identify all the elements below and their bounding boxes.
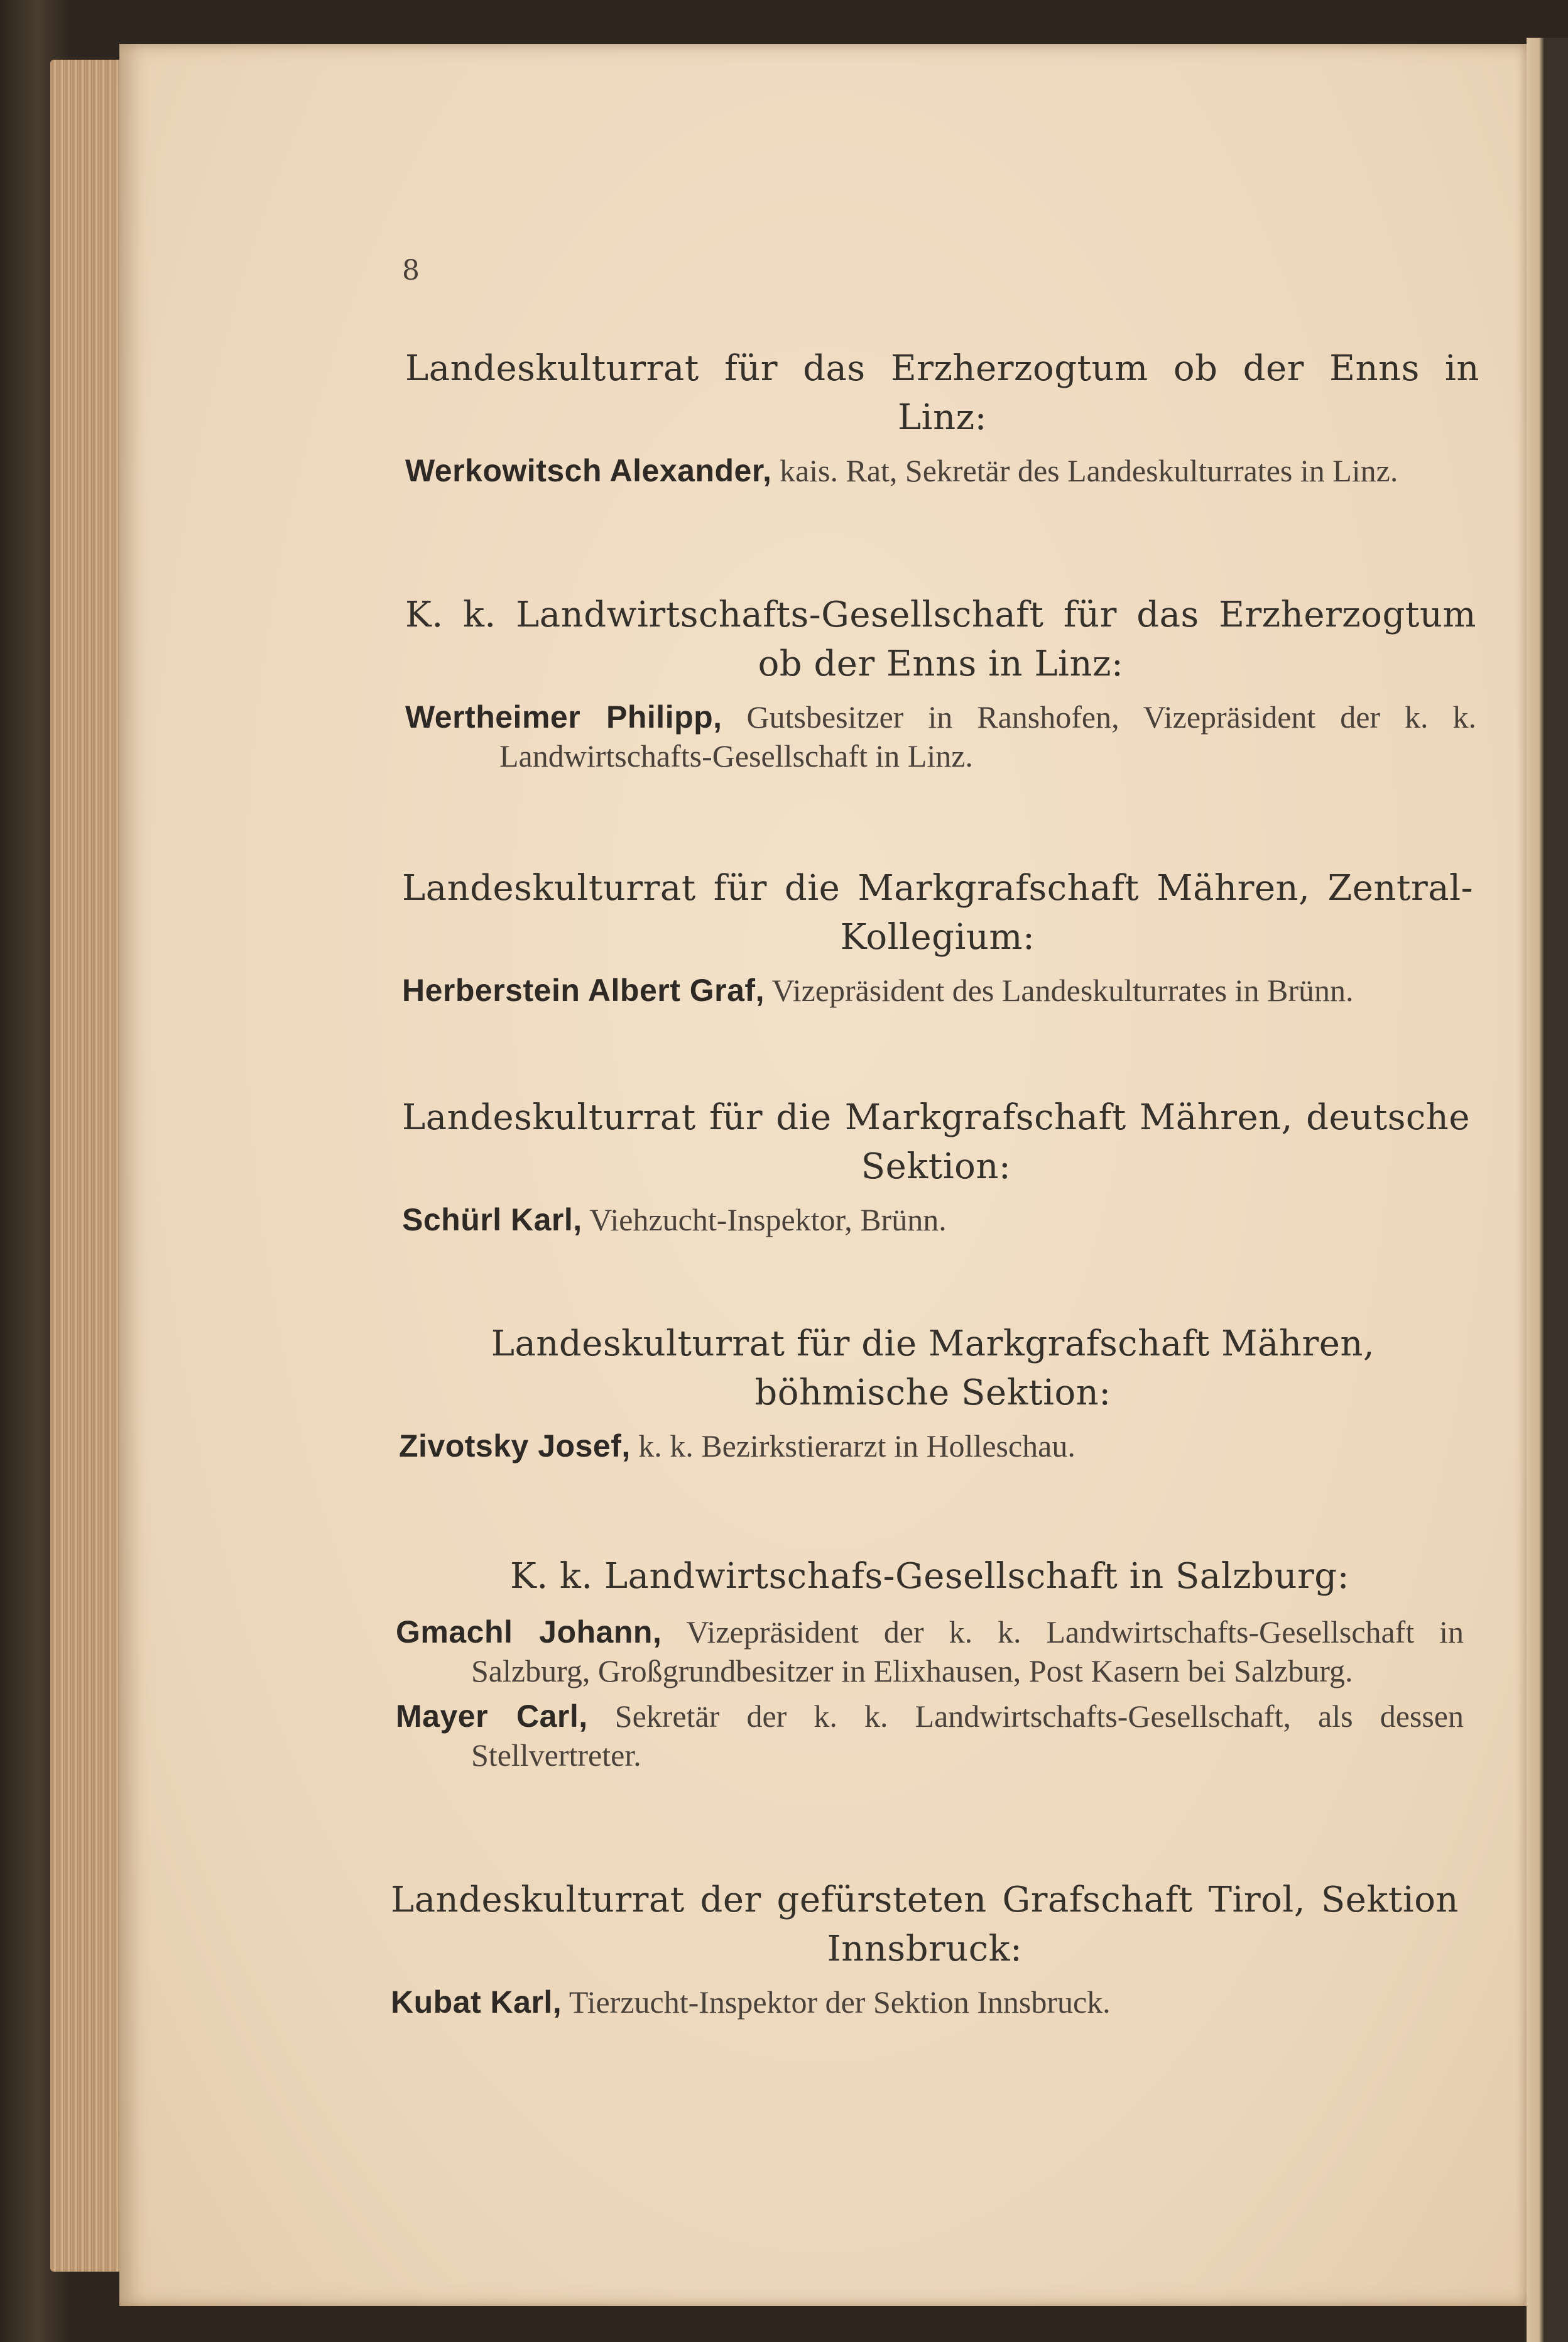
heading-line: Innsbruck: xyxy=(827,1929,1023,1969)
entry-text: kais. Rat, Sekretär des Landeskulturrates in Linz. xyxy=(779,453,1398,488)
entry xyxy=(396,1697,1464,1775)
section-heading xyxy=(405,344,1479,442)
entry xyxy=(396,1612,1464,1690)
heading-line: Landeskulturrat für die Markgrafschaft Mähren, deutsche xyxy=(402,1097,1470,1138)
entry-name: Wertheimer Philipp, xyxy=(405,699,722,735)
entry xyxy=(405,451,1479,490)
heading-line: Sektion: xyxy=(861,1146,1011,1187)
section-tirol-innsbruck xyxy=(391,1876,1459,2022)
entry-name: Gmachl Johann, xyxy=(396,1614,662,1650)
entry-name: Schürl Karl, xyxy=(402,1202,582,1237)
section-heading xyxy=(402,1093,1470,1191)
heading-line: Landeskulturrat der gefürsteten Grafschaft Tirol, Sektion xyxy=(391,1880,1459,1920)
section-heading xyxy=(391,1876,1459,1974)
entry-name: Zivotsky Josef, xyxy=(399,1428,631,1464)
section-landeskulturrat-enns xyxy=(405,344,1479,490)
entry-text: Gutsbesitzer in Ranshofen, Vizepräsident der k. k. Landwirtschafts-Gesellschaft in Linz. xyxy=(499,699,1476,774)
section-landwirtschafts-gesellschaft-linz xyxy=(405,591,1476,775)
entry xyxy=(402,1200,1470,1239)
heading-line: Landeskulturrat für die Markgrafschaft Mähren, xyxy=(491,1323,1375,1364)
entry xyxy=(399,1426,1467,1465)
heading-line: K. k. Landwirtschafts-Gesellschaft für das Erzherzogtum xyxy=(405,594,1476,635)
entry-text: k. k. Bezirkstierarzt in Holleschau. xyxy=(638,1428,1075,1464)
entry-name: Werkowitsch Alexander, xyxy=(405,453,772,488)
section-heading xyxy=(399,1320,1467,1418)
entry-text: Tierzucht-Inspektor der Sektion Innsbruck. xyxy=(569,1984,1111,2020)
heading-line: Kollegium: xyxy=(840,917,1035,958)
entry-text: Vizepräsident des Landeskulturrates in Brünn. xyxy=(771,973,1354,1008)
heading-line: K. k. Landwirtschafs-Gesellschaft in Salzburg: xyxy=(509,1556,1350,1597)
section-heading xyxy=(402,864,1473,962)
entry xyxy=(391,1983,1459,2022)
section-maehren-deutsche-sektion xyxy=(402,1093,1470,1239)
heading-line: böhmische Sektion: xyxy=(754,1372,1111,1413)
section-landwirtschafts-gesellschaft-salzburg xyxy=(396,1552,1464,1775)
entry-name: Mayer Carl, xyxy=(396,1699,588,1734)
entry xyxy=(405,698,1476,775)
heading-line: ob der Enns in Linz: xyxy=(758,643,1124,684)
section-heading xyxy=(405,591,1476,689)
section-heading xyxy=(396,1552,1464,1601)
entry-name: Kubat Karl, xyxy=(391,1984,562,2020)
heading-line: Landeskulturrat für die Markgrafschaft Mähren, Zentral- xyxy=(402,868,1473,909)
entry-text: Sekretär der k. k. Landwirtschafts-Gesellschaft, als dessen Stellvertreter. xyxy=(471,1699,1464,1773)
entry xyxy=(402,971,1473,1010)
entry-text: Vizepräsident der k. k. Landwirtschafts-Gesellschaft in Salzburg, Großgrundbesitzer in Elixhausen, Post Kasern bei Salzburg. xyxy=(471,1614,1464,1688)
heading-line: Landeskulturrat für das Erzherzogtum ob der Enns in xyxy=(405,348,1479,389)
section-maehren-boehmische-sektion xyxy=(399,1320,1467,1465)
section-maehren-zentral-kollegium xyxy=(402,864,1473,1010)
page-number: 8 xyxy=(402,254,420,287)
entry-name: Herberstein Albert Graf, xyxy=(402,973,765,1008)
heading-line: Linz: xyxy=(897,397,988,438)
entry-text: Viehzucht-Inspektor, Brünn. xyxy=(589,1202,947,1237)
